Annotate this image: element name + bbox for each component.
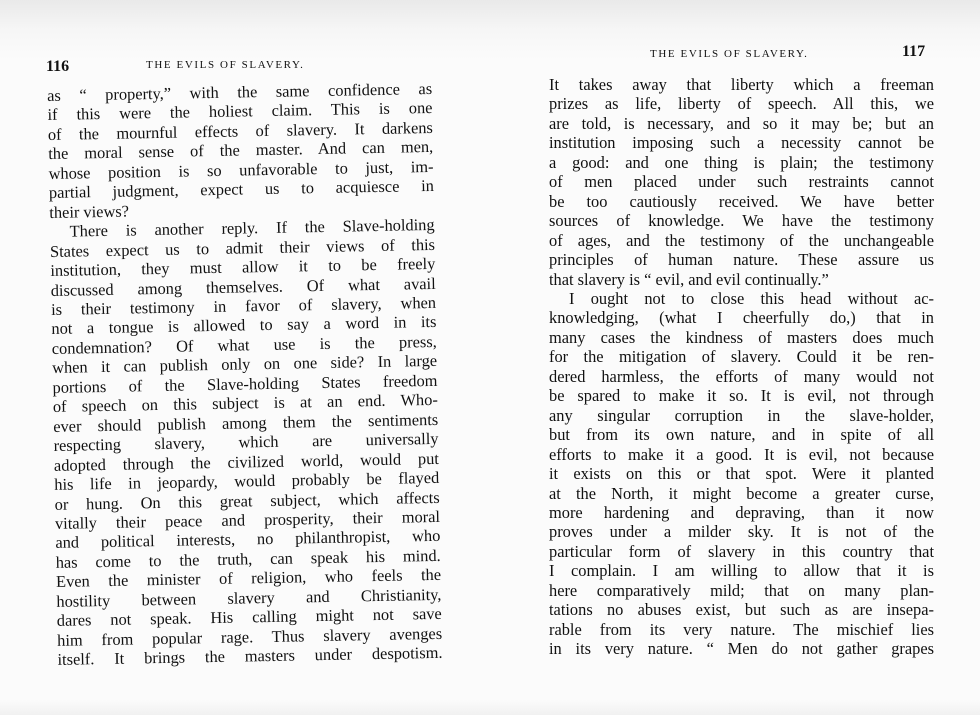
text-line: respecting slavery, which are universally xyxy=(53,429,439,456)
text-line: many cases the kindness of masters does much xyxy=(549,327,934,347)
right-body-text xyxy=(549,75,934,659)
text-line: of men placed under such restraints cannot xyxy=(549,172,934,192)
text-line: not a tongue is allowed to say a word in its xyxy=(51,312,437,339)
text-line: more hardening and depraving, than it now xyxy=(549,502,934,522)
text-line: I ought not to close this head without ac- xyxy=(569,288,934,308)
text-line: or hung. On this great subject, which affects xyxy=(54,487,440,514)
text-line: ever should publish among them the sentiments xyxy=(53,409,439,436)
text-line: any singular corruption in the slave-holder, xyxy=(549,405,934,425)
text-line: rable from its very nature. The mischief lies xyxy=(549,619,934,639)
right-page xyxy=(490,0,980,715)
text-line: as “ property,” with the same confidence as xyxy=(47,78,433,105)
left-body-text xyxy=(47,79,443,670)
text-line: of ages, and the testimony of the unchangeable xyxy=(549,230,934,250)
text-line: partial judgment, expect us to acquiesce in xyxy=(48,176,435,203)
text-line: adopted through the civilized world, would put xyxy=(53,448,440,475)
text-line: dered harmless, the efforts of many would not xyxy=(549,366,934,386)
text-line: of speech on this subject is at an end. Who- xyxy=(52,390,438,417)
text-line: condemnation? Of what use is the press, xyxy=(51,331,437,358)
text-line: and political interests, no philanthropist, who xyxy=(55,526,441,553)
text-line: tations no abuses exist, but such as are insepa- xyxy=(549,600,934,620)
text-line: in its very nature. “ Men do not gather grapes xyxy=(549,639,934,659)
text-line: their views? xyxy=(49,201,130,222)
text-line: if this were the holiest claim. This is one xyxy=(47,98,433,125)
text-line: There is another reply. If the Slave-holding xyxy=(69,215,435,241)
text-line: proves under a milder sky. It is not of the xyxy=(549,522,934,542)
text-line: whose position is so unfavorable to just, im- xyxy=(48,156,434,183)
text-line: the moral sense of the master. And can men, xyxy=(48,137,434,164)
text-line: institution, they must allow it to be freely xyxy=(50,253,436,281)
text-line: It takes away that liberty which a freeman xyxy=(549,75,934,94)
text-line: vitally their peace and prosperity, their moral xyxy=(54,506,441,533)
text-line: principles of human nature. These assure us xyxy=(549,250,934,270)
text-line: Even the minister of religion, who feels the xyxy=(55,565,442,592)
text-line: States expect us to admit their views of this xyxy=(49,234,436,261)
right-page-number: 117 xyxy=(902,43,926,60)
text-line: discussed among themselves. Of what avail xyxy=(50,273,436,300)
text-line: but from its own nature, and in spite of all xyxy=(549,425,934,445)
text-line: sources of knowledge. We have the testimony xyxy=(549,211,934,231)
text-line: institution imposing such a necessity cannot be xyxy=(549,133,934,153)
text-line: has come to the truth, can speak his mind. xyxy=(55,545,441,572)
left-page-number: 116 xyxy=(46,58,70,75)
text-line: be spared to make it so. It is evil, not through xyxy=(549,386,934,406)
text-line: hostility between slavery and Christianity, xyxy=(56,584,442,611)
text-line: portions of the Slave-holding States freedom xyxy=(52,370,438,397)
left-running-head: THE EVILS OF SLAVERY. xyxy=(146,59,305,71)
text-line: when it can publish only on one side? In large xyxy=(51,351,438,378)
text-line: are told, is necessary, and so it may be; but an xyxy=(549,113,934,133)
text-line: a good: and one thing is plain; the testimony xyxy=(549,152,934,172)
text-line: I complain. I am willing to allow that it is xyxy=(549,561,934,581)
text-line: itself. It brings the masters under despotism. xyxy=(57,642,443,670)
text-line: is their testimony in favor of slavery, when xyxy=(50,292,437,319)
text-line: it exists on this or that spot. Were it planted xyxy=(549,464,934,484)
text-line: particular form of slavery in this country that xyxy=(549,541,934,561)
text-line: at the North, it might become a greater curse, xyxy=(549,483,934,503)
right-running-head: THE EVILS OF SLAVERY. xyxy=(650,48,809,60)
text-line: him from popular rage. Thus slavery avenges xyxy=(56,623,443,650)
text-line: prizes as life, liberty of speech. All this, we xyxy=(549,94,934,114)
text-line: dares not speak. His calling might not save xyxy=(56,604,442,631)
text-line: knowledging, (what I cheerfully do,) that in xyxy=(549,308,934,328)
text-line: here comparatively mild; that on many plan- xyxy=(549,580,934,600)
text-line: his life in jeopardy, would probably be flayed xyxy=(54,467,440,494)
text-line: that slavery is “ evil, and evil continually.” xyxy=(549,269,829,289)
text-line: efforts to make it a good. It is evil, not because xyxy=(549,444,934,464)
text-line: be too cautiously received. We have better xyxy=(549,191,934,211)
text-line: of the mournful effects of slavery. It darkens xyxy=(47,117,433,144)
text-line: for the mitigation of slavery. Could it be ren- xyxy=(549,347,934,367)
